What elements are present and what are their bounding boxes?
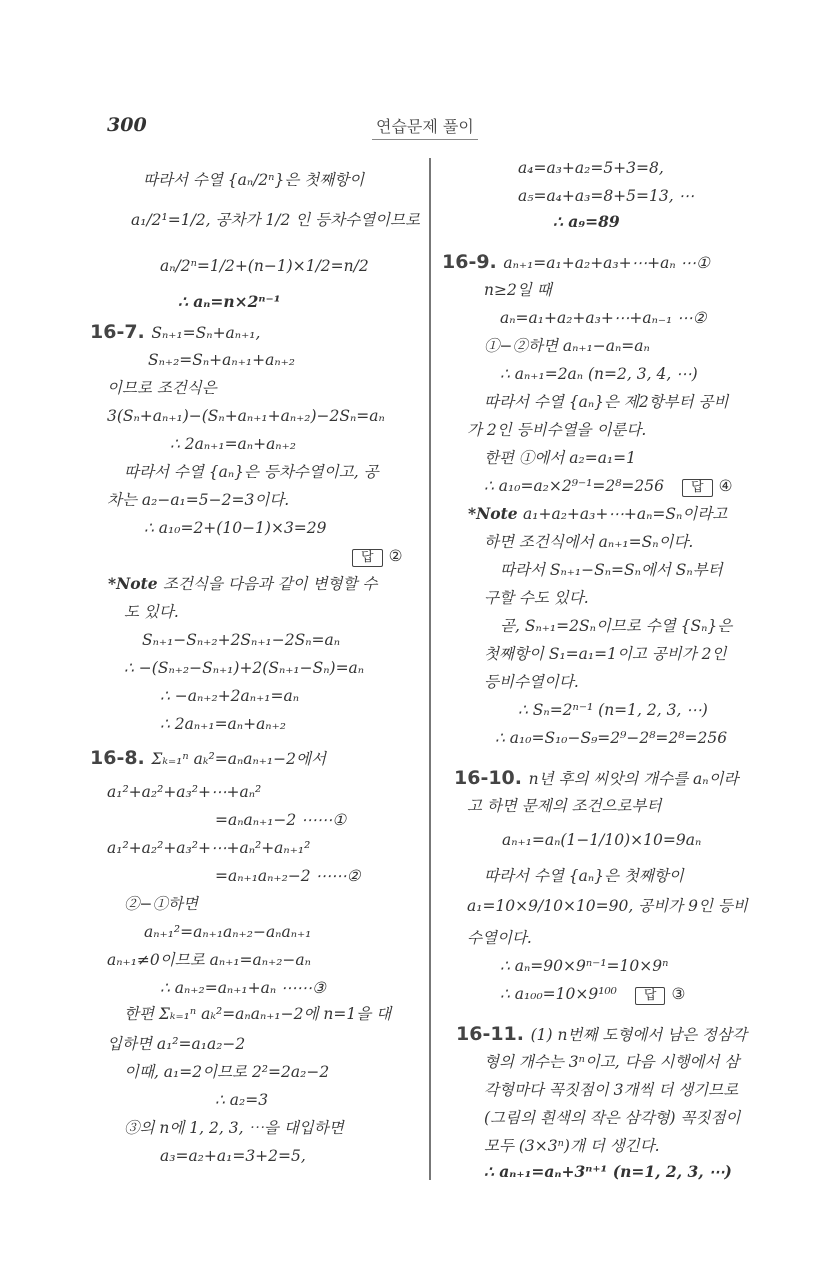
- text-line: [484, 588, 589, 608]
- text-line: [178, 292, 281, 312]
- math-text: 따라서 수열 {aₙ/2ⁿ}은 첫째항이: [143, 171, 365, 189]
- math-text: ∴ −(Sₙ₊₂−Sₙ₊₁)+2(Sₙ₊₁−Sₙ)=aₙ: [124, 659, 365, 677]
- text-line: [215, 1090, 268, 1110]
- text-line: [124, 894, 198, 914]
- math-text: ∴ 2aₙ₊₁=aₙ+aₙ₊₂: [170, 435, 296, 453]
- math-text: ∴ aₙ₊₂=aₙ₊₁+aₙ ⋯⋯③: [160, 979, 326, 997]
- math-text: aₙ/2ⁿ=1/2+(n−1)×1/2=n/2: [160, 257, 369, 275]
- problem-number: 16-9.: [442, 251, 504, 273]
- math-text: ②−①하면: [124, 895, 198, 913]
- text-line: [107, 378, 217, 398]
- text-line: [90, 322, 260, 343]
- math-text: ∴ 2aₙ₊₁=aₙ+aₙ₊₂: [160, 715, 286, 733]
- text-line: [518, 158, 664, 178]
- note-label: *Note: [108, 574, 164, 593]
- text-line: [484, 532, 693, 552]
- text-line: [500, 956, 668, 976]
- math-text: 차는 a₂−a₁=5−2=3이다.: [107, 491, 290, 509]
- text-line: [484, 280, 552, 300]
- math-text: 도 있다.: [124, 603, 179, 621]
- math-text: aₙ₊₁=a₁+a₂+a₃+⋯+aₙ ⋯①: [503, 254, 710, 272]
- text-line: [124, 462, 379, 482]
- math-text: ∴ aₙ=n×2ⁿ⁻¹: [178, 292, 281, 311]
- text-line: [90, 748, 326, 769]
- text-line: [484, 644, 727, 664]
- text-line: [484, 336, 650, 356]
- text-line: [215, 866, 361, 886]
- math-text: =aₙaₙ₊₁−2 ⋯⋯①: [215, 811, 347, 829]
- math-text: 하면 조건식에서 aₙ₊₁=Sₙ이다.: [484, 533, 694, 551]
- text-line: [144, 518, 327, 538]
- math-text: 수열이다.: [467, 929, 532, 947]
- text-line: [107, 838, 310, 858]
- text-line: [484, 448, 636, 468]
- math-text: ∴ a₁₀=2+(10−1)×3=29: [144, 519, 327, 537]
- text-line: [553, 212, 620, 232]
- math-text: ∴ aₙ₊₁=2aₙ (n=2, 3, 4, ⋯): [500, 365, 698, 383]
- text-line: [454, 768, 739, 789]
- text-line: [518, 186, 694, 206]
- text-line: [352, 546, 402, 567]
- text-line: [170, 434, 296, 454]
- problem-number: 16-7.: [90, 321, 152, 343]
- text-line: [442, 252, 710, 273]
- math-text: 고 하면 문제의 조건으로부터: [467, 797, 662, 815]
- math-text: 등비수열이다.: [484, 673, 579, 691]
- text-line: [143, 170, 364, 190]
- math-text: 3(Sₙ+aₙ₊₁)−(Sₙ+aₙ₊₁+aₙ₊₂)−2Sₙ=aₙ: [107, 407, 385, 425]
- math-text: 따라서 수열 {aₙ}은 등차수열이고, 공: [124, 463, 379, 481]
- math-text: =aₙ₊₁aₙ₊₂−2 ⋯⋯②: [215, 867, 361, 885]
- math-text: Sₙ₊₂=Sₙ+aₙ₊₁+aₙ₊₂: [148, 351, 295, 369]
- math-text: Σₖ₌₁ⁿ aₖ²=aₙaₙ₊₁−2에서: [151, 750, 326, 768]
- math-text: ∴ a₁₀=a₂×2⁹⁻¹=2⁸=256: [484, 477, 664, 495]
- math-text: ②: [388, 547, 403, 565]
- math-text: 이므로 조건식은: [107, 379, 217, 397]
- math-text: a₃=a₂+a₁=3+2=5,: [160, 1147, 306, 1165]
- text-line: [148, 350, 295, 370]
- text-line: [500, 364, 698, 384]
- math-text: a₁²+a₂²+a₃²+⋯+aₙ²+aₙ₊₁²: [107, 839, 311, 857]
- column-divider: [429, 158, 431, 1180]
- text-line: [467, 928, 532, 948]
- math-text: a₁/2¹=1/2, 공차가 1/2 인 등차수열이므로: [131, 211, 420, 229]
- math-text: a₄=a₃+a₂=5+3=8,: [518, 159, 664, 177]
- text-line: [500, 984, 685, 1005]
- math-text: a₁=10×9/10×10=90, 공비가 9인 등비: [467, 897, 748, 915]
- math-text: ∴ −aₙ₊₂+2aₙ₊₁=aₙ: [160, 687, 299, 705]
- math-text: 첫째항이 S₁=a₁=1이고 공비가 2인: [484, 645, 727, 663]
- math-text: Sₙ₊₁=Sₙ+aₙ₊₁,: [151, 324, 261, 342]
- text-line: [160, 686, 299, 706]
- text-line: [502, 830, 701, 850]
- math-text: a₁²+a₂²+a₃²+⋯+aₙ²: [107, 783, 262, 801]
- text-line: [144, 922, 311, 942]
- text-line: [468, 504, 727, 524]
- math-text: n≥2일 때: [484, 281, 552, 299]
- text-line: [160, 714, 286, 734]
- problem-number: 16-10.: [454, 767, 529, 789]
- text-line: [456, 1024, 747, 1045]
- math-text: 한편 ①에서 a₂=a₁=1: [484, 449, 636, 467]
- math-text: a₁+a₂+a₃+⋯+aₙ=Sₙ이라고: [523, 505, 728, 523]
- math-text: aₙ=a₁+a₂+a₃+⋯+aₙ₋₁ ⋯②: [500, 309, 707, 327]
- text-line: [500, 560, 723, 580]
- text-line: [131, 210, 420, 230]
- math-text: 따라서 수열 {aₙ}은 제2항부터 공비: [484, 393, 729, 411]
- text-line: [484, 1080, 738, 1100]
- text-line: [500, 308, 707, 328]
- text-line: [107, 950, 311, 970]
- math-text: ③의 n에 1, 2, 3, ⋯을 대입하면: [124, 1119, 344, 1137]
- text-line: [108, 574, 377, 594]
- math-text: 조건식을 다음과 같이 변형할 수: [163, 575, 378, 593]
- math-text: ∴ aₙ=90×9ⁿ⁻¹=10×9ⁿ: [500, 957, 669, 975]
- math-text: (1) n번째 도형에서 남은 정삼각: [530, 1026, 747, 1044]
- text-line: [124, 602, 179, 622]
- text-line: [124, 1118, 344, 1138]
- math-text: 한편 Σₖ₌₁ⁿ aₖ²=aₙaₙ₊₁−2에 n=1을 대: [124, 1005, 392, 1023]
- note-label: *Note: [468, 504, 524, 523]
- math-text: 따라서 수열 {aₙ}은 첫째항이: [484, 867, 684, 885]
- math-text: 곧, Sₙ₊₁=2Sₙ이므로 수열 {Sₙ}은: [500, 617, 733, 635]
- answer-box: 답: [352, 549, 383, 567]
- text-line: [124, 1062, 329, 1082]
- text-line: [467, 796, 661, 816]
- text-line: [215, 810, 346, 830]
- text-line: [107, 406, 385, 426]
- math-text: 모두 (3×3ⁿ)개 더 생긴다.: [484, 1137, 660, 1155]
- math-text: aₙ₊₁≠0이므로 aₙ₊₁=aₙ₊₂−aₙ: [107, 951, 311, 969]
- math-text: (그림의 흰색의 작은 삼각형) 꼭짓점이: [484, 1109, 741, 1127]
- math-text: aₙ₊₁=aₙ(1−1/10)×10=9aₙ: [502, 831, 702, 849]
- text-line: [467, 420, 646, 440]
- math-text: ∴ a₂=3: [215, 1091, 269, 1109]
- text-line: [484, 1052, 739, 1072]
- math-text: ∴ Sₙ=2ⁿ⁻¹ (n=1, 2, 3, ⋯): [518, 701, 708, 719]
- text-line: [484, 1162, 732, 1182]
- text-line: [484, 392, 729, 412]
- text-line: [160, 256, 369, 276]
- math-text: ∴ a₁₀=S₁₀−S₉=2⁹−2⁸=2⁸=256: [495, 729, 728, 747]
- text-line: [124, 658, 364, 678]
- text-line: [484, 1136, 660, 1156]
- text-line: [484, 672, 579, 692]
- text-line: [495, 728, 727, 748]
- answer-box: 답: [682, 479, 713, 497]
- text-line: [484, 1108, 740, 1128]
- page-number: 300: [107, 114, 147, 136]
- problem-number: 16-8.: [90, 747, 152, 769]
- math-text: 가 2인 등비수열을 이룬다.: [467, 421, 647, 439]
- text-line: [467, 896, 748, 916]
- math-text: Sₙ₊₁−Sₙ₊₂+2Sₙ₊₁−2Sₙ=aₙ: [142, 631, 340, 649]
- text-line: [160, 978, 326, 998]
- text-line: [107, 490, 289, 510]
- text-line: [107, 1034, 245, 1054]
- math-text: ①−②하면 aₙ₊₁−aₙ=aₙ: [484, 337, 650, 355]
- math-text: ∴ a₉=89: [553, 212, 620, 231]
- math-text: n년 후의 씨앗의 개수를 aₙ이라: [528, 770, 739, 788]
- math-text: ∴ aₙ₊₁=aₙ+3ⁿ⁺¹ (n=1, 2, 3, ⋯): [484, 1162, 732, 1181]
- problem-number: 16-11.: [456, 1023, 531, 1045]
- text-line: [107, 782, 261, 802]
- text-line: [142, 630, 340, 650]
- text-line: [518, 700, 708, 720]
- math-text: 따라서 Sₙ₊₁−Sₙ=Sₙ에서 Sₙ부터: [500, 561, 723, 579]
- math-text: 각형마다 꼭짓점이 3개씩 더 생기므로: [484, 1081, 739, 1099]
- math-text: 형의 개수는 3ⁿ이고, 다음 시행에서 삼: [484, 1053, 740, 1071]
- text-line: [500, 616, 732, 636]
- answer-choice: ④: [718, 477, 733, 495]
- text-line: [124, 1004, 391, 1024]
- text-line: [484, 866, 684, 886]
- answer-box: 답: [635, 987, 666, 1005]
- math-text: a₅=a₄+a₃=8+5=13, ⋯: [518, 187, 695, 205]
- math-text: 구할 수도 있다.: [484, 589, 589, 607]
- running-title: 연습문제 풀이: [372, 114, 478, 140]
- math-text: 이때, a₁=2이므로 2²=2a₂−2: [124, 1063, 330, 1081]
- math-text: 입하면 a₁²=a₁a₂−2: [107, 1035, 246, 1053]
- text-line: [484, 476, 732, 497]
- text-line: [160, 1146, 306, 1166]
- math-text: ∴ a₁₀₀=10×9¹⁰⁰: [500, 985, 617, 1003]
- answer-choice: ③: [671, 985, 686, 1003]
- math-text: aₙ₊₁²=aₙ₊₁aₙ₊₂−aₙaₙ₊₁: [144, 923, 312, 941]
